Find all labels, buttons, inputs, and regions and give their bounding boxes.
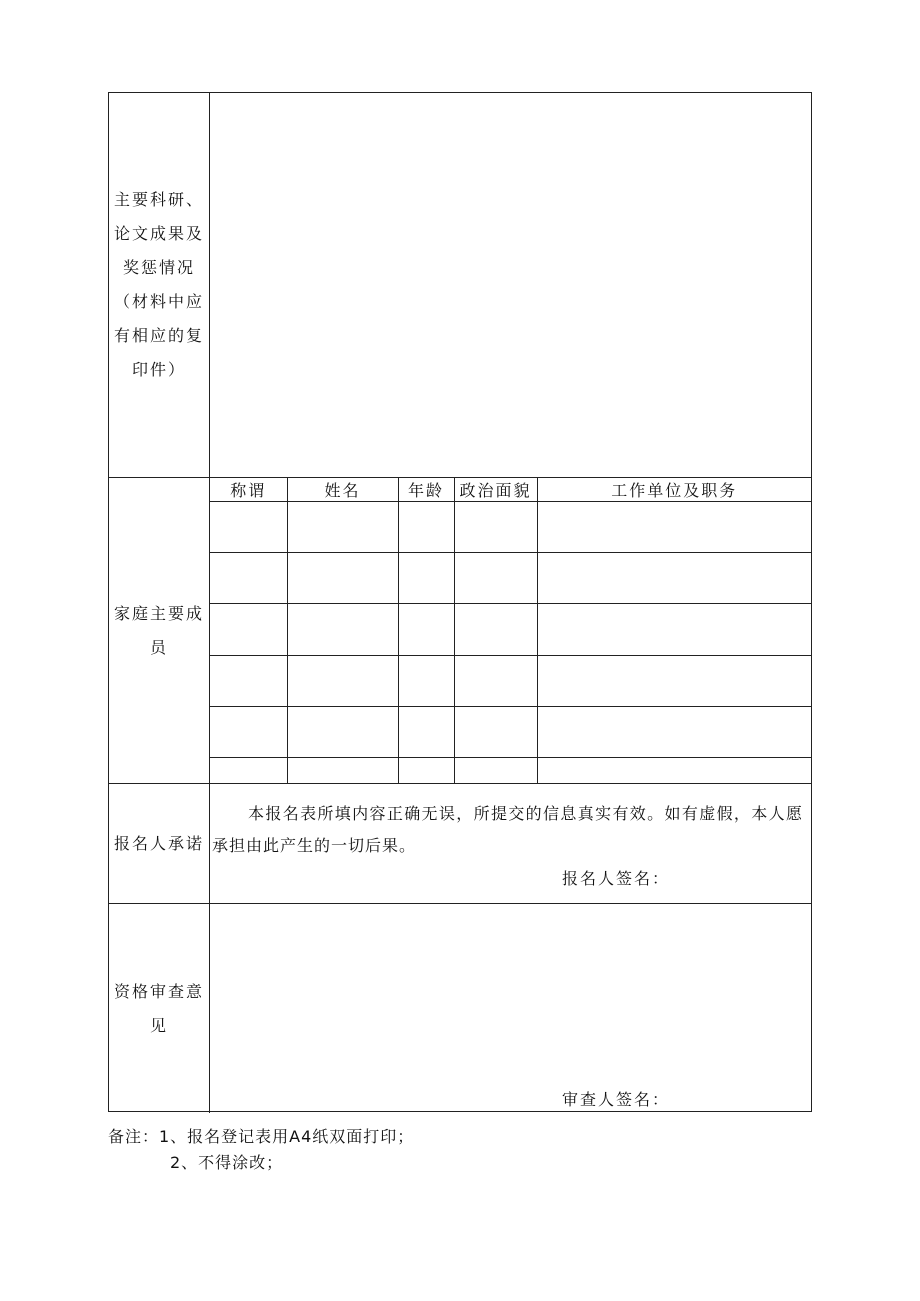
cell-name[interactable] [287, 604, 398, 655]
cell-relation[interactable] [210, 655, 287, 706]
cell-age[interactable] [398, 655, 454, 706]
family-table-area [210, 478, 811, 783]
cell-name[interactable] [287, 502, 398, 553]
cell-age[interactable] [398, 604, 454, 655]
cell-name[interactable] [287, 655, 398, 706]
review-label: 资格审查意见 [109, 904, 210, 1113]
pledge-text: 本报名表所填内容正确无误，所提交的信息真实有效。如有虚假，本人愿承担由此产生的一切后果。 [212, 804, 803, 855]
cell-name[interactable] [287, 553, 398, 604]
research-content-area[interactable] [210, 93, 811, 477]
pledge-section [109, 784, 811, 904]
cell-relation[interactable] [210, 604, 287, 655]
cell-name[interactable] [287, 706, 398, 757]
table-row [210, 604, 811, 655]
cell-political-status[interactable] [454, 655, 537, 706]
family-section [109, 478, 811, 784]
research-section [109, 93, 811, 478]
cell-workplace-position[interactable] [537, 706, 811, 757]
review-section [109, 904, 811, 1113]
review-content-area[interactable] [210, 904, 811, 1113]
header-name: 姓名 [287, 478, 398, 502]
pledge-label: 报名人承诺 [109, 784, 210, 903]
note-line-1: 备注：1、报名登记表用A4纸双面打印； [108, 1127, 415, 1146]
cell-relation[interactable] [210, 502, 287, 553]
note-line-2: 2、不得涂改； [170, 1153, 284, 1172]
research-label: 主要科研、论文成果及奖惩情况（材料中应有相应的复印件） [109, 93, 210, 477]
table-header-row [210, 478, 811, 502]
table-row [210, 655, 811, 706]
header-workplace-position: 工作单位及职务 [537, 478, 811, 502]
header-relation: 称谓 [210, 478, 287, 502]
cell-relation[interactable] [210, 706, 287, 757]
notes [108, 1124, 414, 1176]
cell-political-status[interactable] [454, 502, 537, 553]
cell-workplace-position[interactable] [537, 757, 811, 783]
cell-name[interactable] [287, 757, 398, 783]
header-political-status: 政治面貌 [454, 478, 537, 502]
table-row [210, 553, 811, 604]
applicant-signature-label: 报名人签名： [562, 869, 671, 888]
cell-age[interactable] [398, 553, 454, 604]
cell-workplace-position[interactable] [537, 553, 811, 604]
table-row [210, 502, 811, 553]
table-row [210, 757, 811, 783]
registration-form [108, 92, 812, 1112]
cell-workplace-position[interactable] [537, 655, 811, 706]
family-label: 家庭主要成员 [109, 478, 210, 783]
cell-relation[interactable] [210, 757, 287, 783]
cell-workplace-position[interactable] [537, 502, 811, 553]
cell-political-status[interactable] [454, 757, 537, 783]
cell-age[interactable] [398, 706, 454, 757]
cell-political-status[interactable] [454, 706, 537, 757]
cell-relation[interactable] [210, 553, 287, 604]
cell-age[interactable] [398, 757, 454, 783]
cell-political-status[interactable] [454, 553, 537, 604]
family-members-table [210, 478, 811, 783]
header-age: 年龄 [398, 478, 454, 502]
cell-political-status[interactable] [454, 604, 537, 655]
reviewer-signature-label: 审查人签名： [562, 1090, 671, 1109]
table-row [210, 706, 811, 757]
cell-age[interactable] [398, 502, 454, 553]
pledge-content [210, 784, 811, 903]
cell-workplace-position[interactable] [537, 604, 811, 655]
